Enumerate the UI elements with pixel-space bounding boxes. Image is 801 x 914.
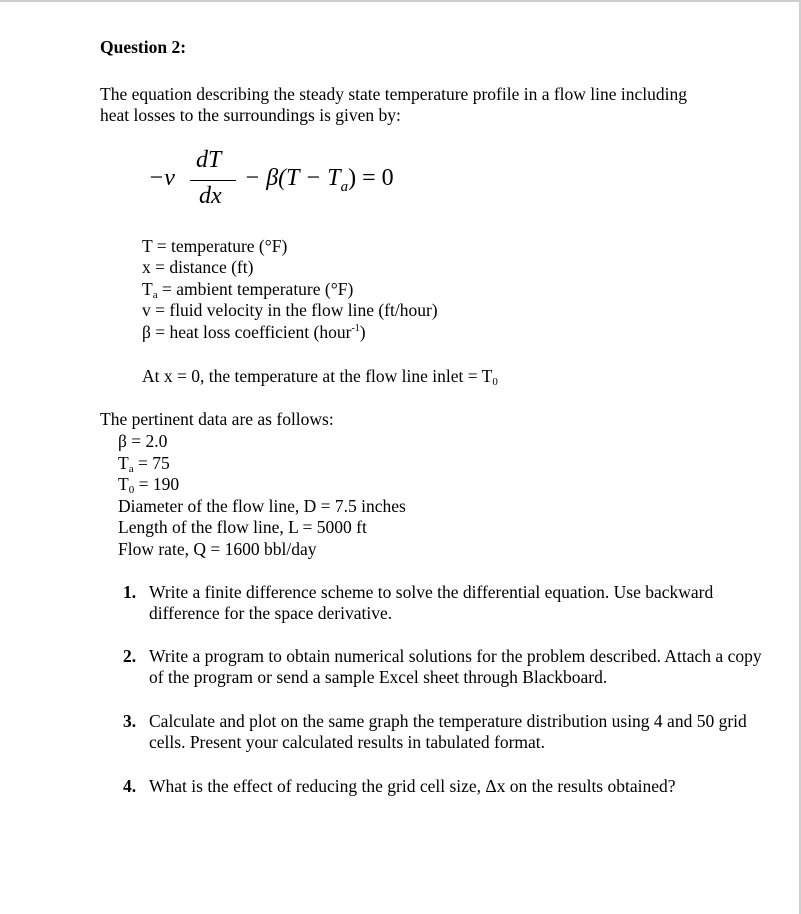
equation-rest — [244, 165, 394, 195]
question-number: 1. — [123, 582, 137, 602]
definition-item: v = fluid velocity in the flow line (ft/hour) — [142, 300, 438, 320]
data-beta: β = 2.0 — [118, 431, 168, 451]
question-text: Write a program to obtain numerical solutions for the problem described. Attach a copy of the program or send a sample Excel sheet through Blackboard. — [149, 646, 762, 687]
question-item — [123, 582, 763, 624]
equation-numerator: dT — [196, 147, 222, 173]
definition-item: x = distance (ft) — [142, 257, 254, 277]
question-text: Write a finite difference scheme to solve the differential equation. Use backward difference for the space derivative. — [149, 582, 714, 623]
definition-item: T = temperature (°F) — [142, 236, 288, 256]
equation-fraction-bar — [190, 180, 236, 181]
question-item — [123, 776, 763, 797]
definition-item: Ta = ambient temperature (°F) — [142, 279, 354, 301]
equation-minus-v: −v — [148, 165, 175, 191]
intro-line-1: The equation describing the steady state temperature profile in a flow line including — [100, 84, 688, 104]
data-to: T0 = 190 — [118, 474, 180, 496]
data-length: Length of the flow line, L = 5000 ft — [118, 517, 367, 537]
equation-denominator: dx — [199, 183, 222, 209]
data-ta: Ta = 75 — [118, 453, 170, 475]
data-diameter: Diameter of the flow line, D = 7.5 inches — [118, 496, 406, 516]
question-heading: Question 2: — [100, 37, 187, 57]
question-text: What is the effect of reducing the grid cell size, Δx on the results obtained? — [149, 776, 676, 796]
definition-item: β = heat loss coefficient (hour$^{-1}$) — [142, 322, 366, 342]
boundary-condition: At x = 0, the temperature at the flow line inlet = T0 — [142, 366, 498, 388]
equation-rest-b: ) = 0 — [348, 165, 394, 191]
question-number: 2. — [123, 646, 137, 666]
question-text: Calculate and plot on the same graph the temperature distribution using 4 and 50 grid cells. Present your calculated results in tabulated format. — [149, 711, 747, 752]
question-item — [123, 646, 763, 688]
data-header: The pertinent data are as follows: — [100, 409, 334, 429]
question-number: 4. — [123, 776, 137, 796]
equation-rest-a: − β(T − T — [244, 165, 341, 191]
question-number: 3. — [123, 711, 137, 731]
question-item — [123, 711, 763, 753]
data-flow-rate: Flow rate, Q = 1600 bbl/day — [118, 539, 317, 559]
equation-subscript-a: a — [340, 179, 349, 195]
intro-line-2: heat losses to the surroundings is given by: — [100, 105, 401, 125]
